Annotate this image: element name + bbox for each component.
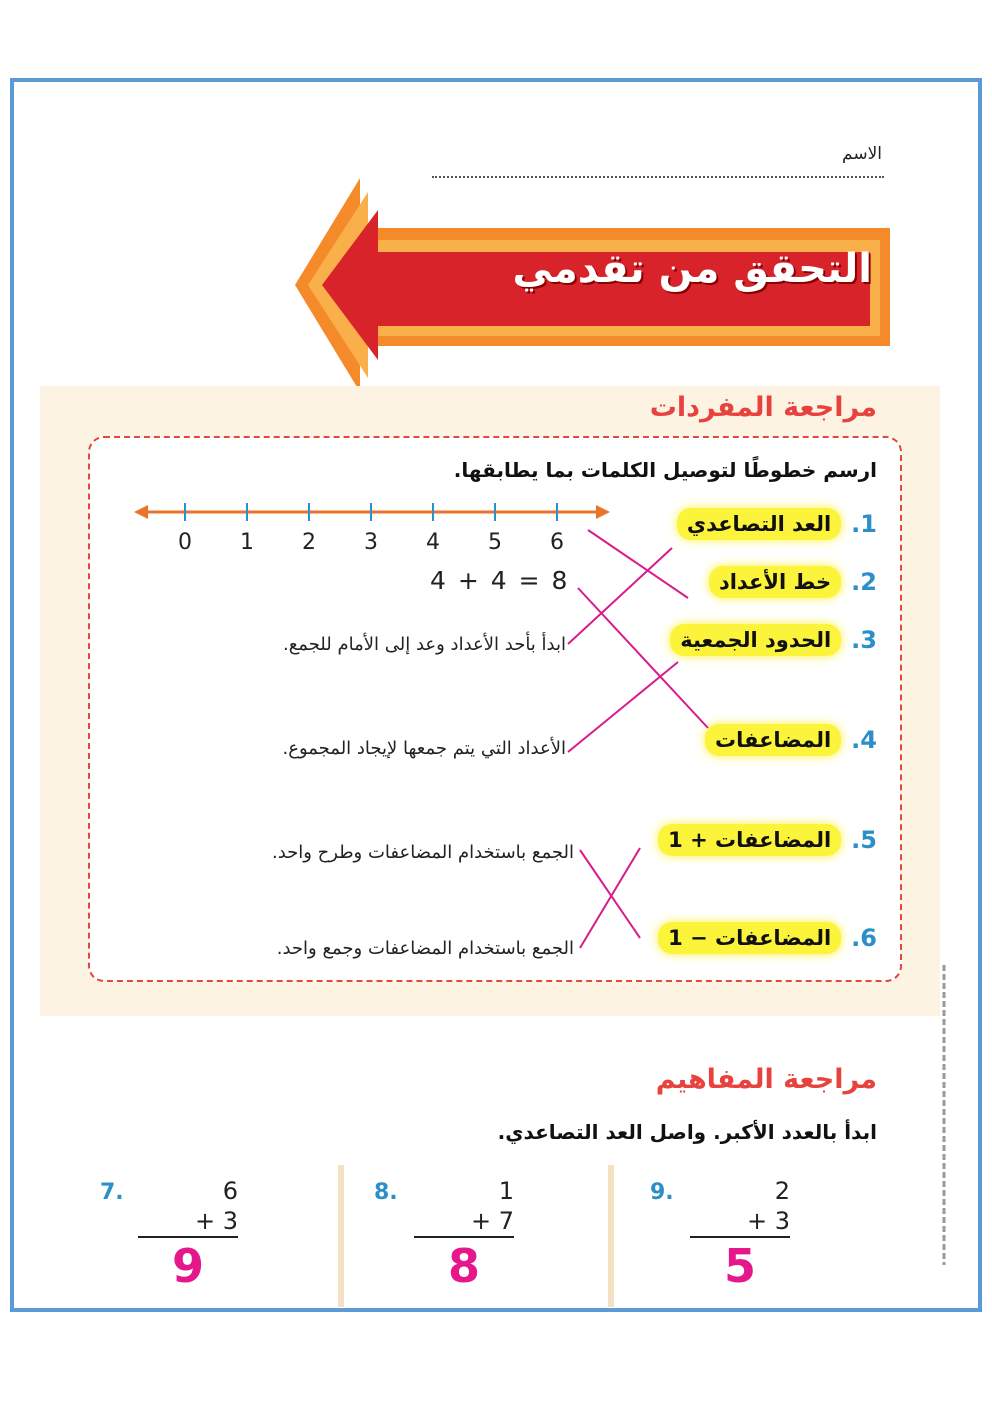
column-divider: [608, 1165, 614, 1307]
term-word: الحدود الجمعية: [670, 624, 841, 656]
number-line-tick-label: 3: [364, 530, 378, 555]
term-number: 3.: [851, 626, 877, 654]
term-word: المضاعفات − 1: [658, 922, 841, 954]
problem-9-number: 9.: [650, 1180, 674, 1205]
term-number: 5.: [851, 826, 877, 854]
vocab-title: مراجعة المفردات: [649, 392, 877, 423]
vocab-instruction: ارسم خطوطًا لتوصيل الكلمات بما يطابقها.: [453, 458, 877, 482]
definition-doubles-plus-one: الجمع باستخدام المضاعفات وجمع واحد.: [276, 938, 574, 959]
name-label: الاسم: [842, 144, 882, 164]
problem-operation: + 7: [414, 1206, 514, 1238]
banner-title: التحقق من تقدمي: [512, 246, 872, 292]
problem-top-addend: 2: [774, 1177, 790, 1205]
column-divider: [338, 1165, 344, 1307]
number-line-tick-label: 1: [240, 530, 254, 555]
number-line-tick-label: 6: [550, 530, 564, 555]
number-line-tick-label: 4: [426, 530, 440, 555]
definition-addends: الأعداد التي يتم جمعها لإيجاد المجموع.: [282, 738, 566, 759]
problem-operation: + 3: [138, 1206, 238, 1238]
number-line-tick-label: 0: [178, 530, 192, 555]
problem-top-addend: 1: [498, 1177, 514, 1205]
term-word: المضاعفات + 1: [658, 824, 841, 856]
term-number: 4.: [851, 726, 877, 754]
number-line-tick-label: 2: [302, 530, 316, 555]
problem-9: [690, 1176, 790, 1294]
term-number: 1.: [851, 510, 877, 538]
equation: 4 + 4 = 8: [430, 566, 570, 595]
term-number: 2.: [851, 568, 877, 596]
problem-answer[interactable]: 5: [723, 1239, 756, 1293]
term-word: خط الأعداد: [709, 566, 841, 598]
concepts-instruction: ابدأ بالعدد الأكبر. واصل العد التصاعدي.: [497, 1120, 877, 1144]
definition-doubles-minus-one: الجمع باستخدام المضاعفات وطرح واحد.: [271, 842, 574, 863]
problem-answer[interactable]: 9: [171, 1239, 204, 1293]
copyright-strip: [938, 965, 950, 1265]
number-line-tick-label: 5: [488, 530, 502, 555]
term-word: العد التصاعدي: [677, 508, 841, 540]
problem-8: [414, 1176, 514, 1294]
definition-count-on: ابدأ بأحد الأعداد وعد إلى الأمام للجمع.: [282, 634, 566, 655]
problem-top-addend: 6: [222, 1177, 238, 1205]
problem-answer[interactable]: 8: [447, 1239, 480, 1293]
problem-8-number: 8.: [374, 1180, 398, 1205]
term-number: 6.: [851, 924, 877, 952]
problem-7-number: 7.: [100, 1180, 124, 1205]
problem-operation: + 3: [690, 1206, 790, 1238]
problem-7: [138, 1176, 238, 1294]
term-word: المضاعفات: [705, 724, 841, 756]
concepts-title: مراجعة المفاهيم: [655, 1064, 877, 1095]
